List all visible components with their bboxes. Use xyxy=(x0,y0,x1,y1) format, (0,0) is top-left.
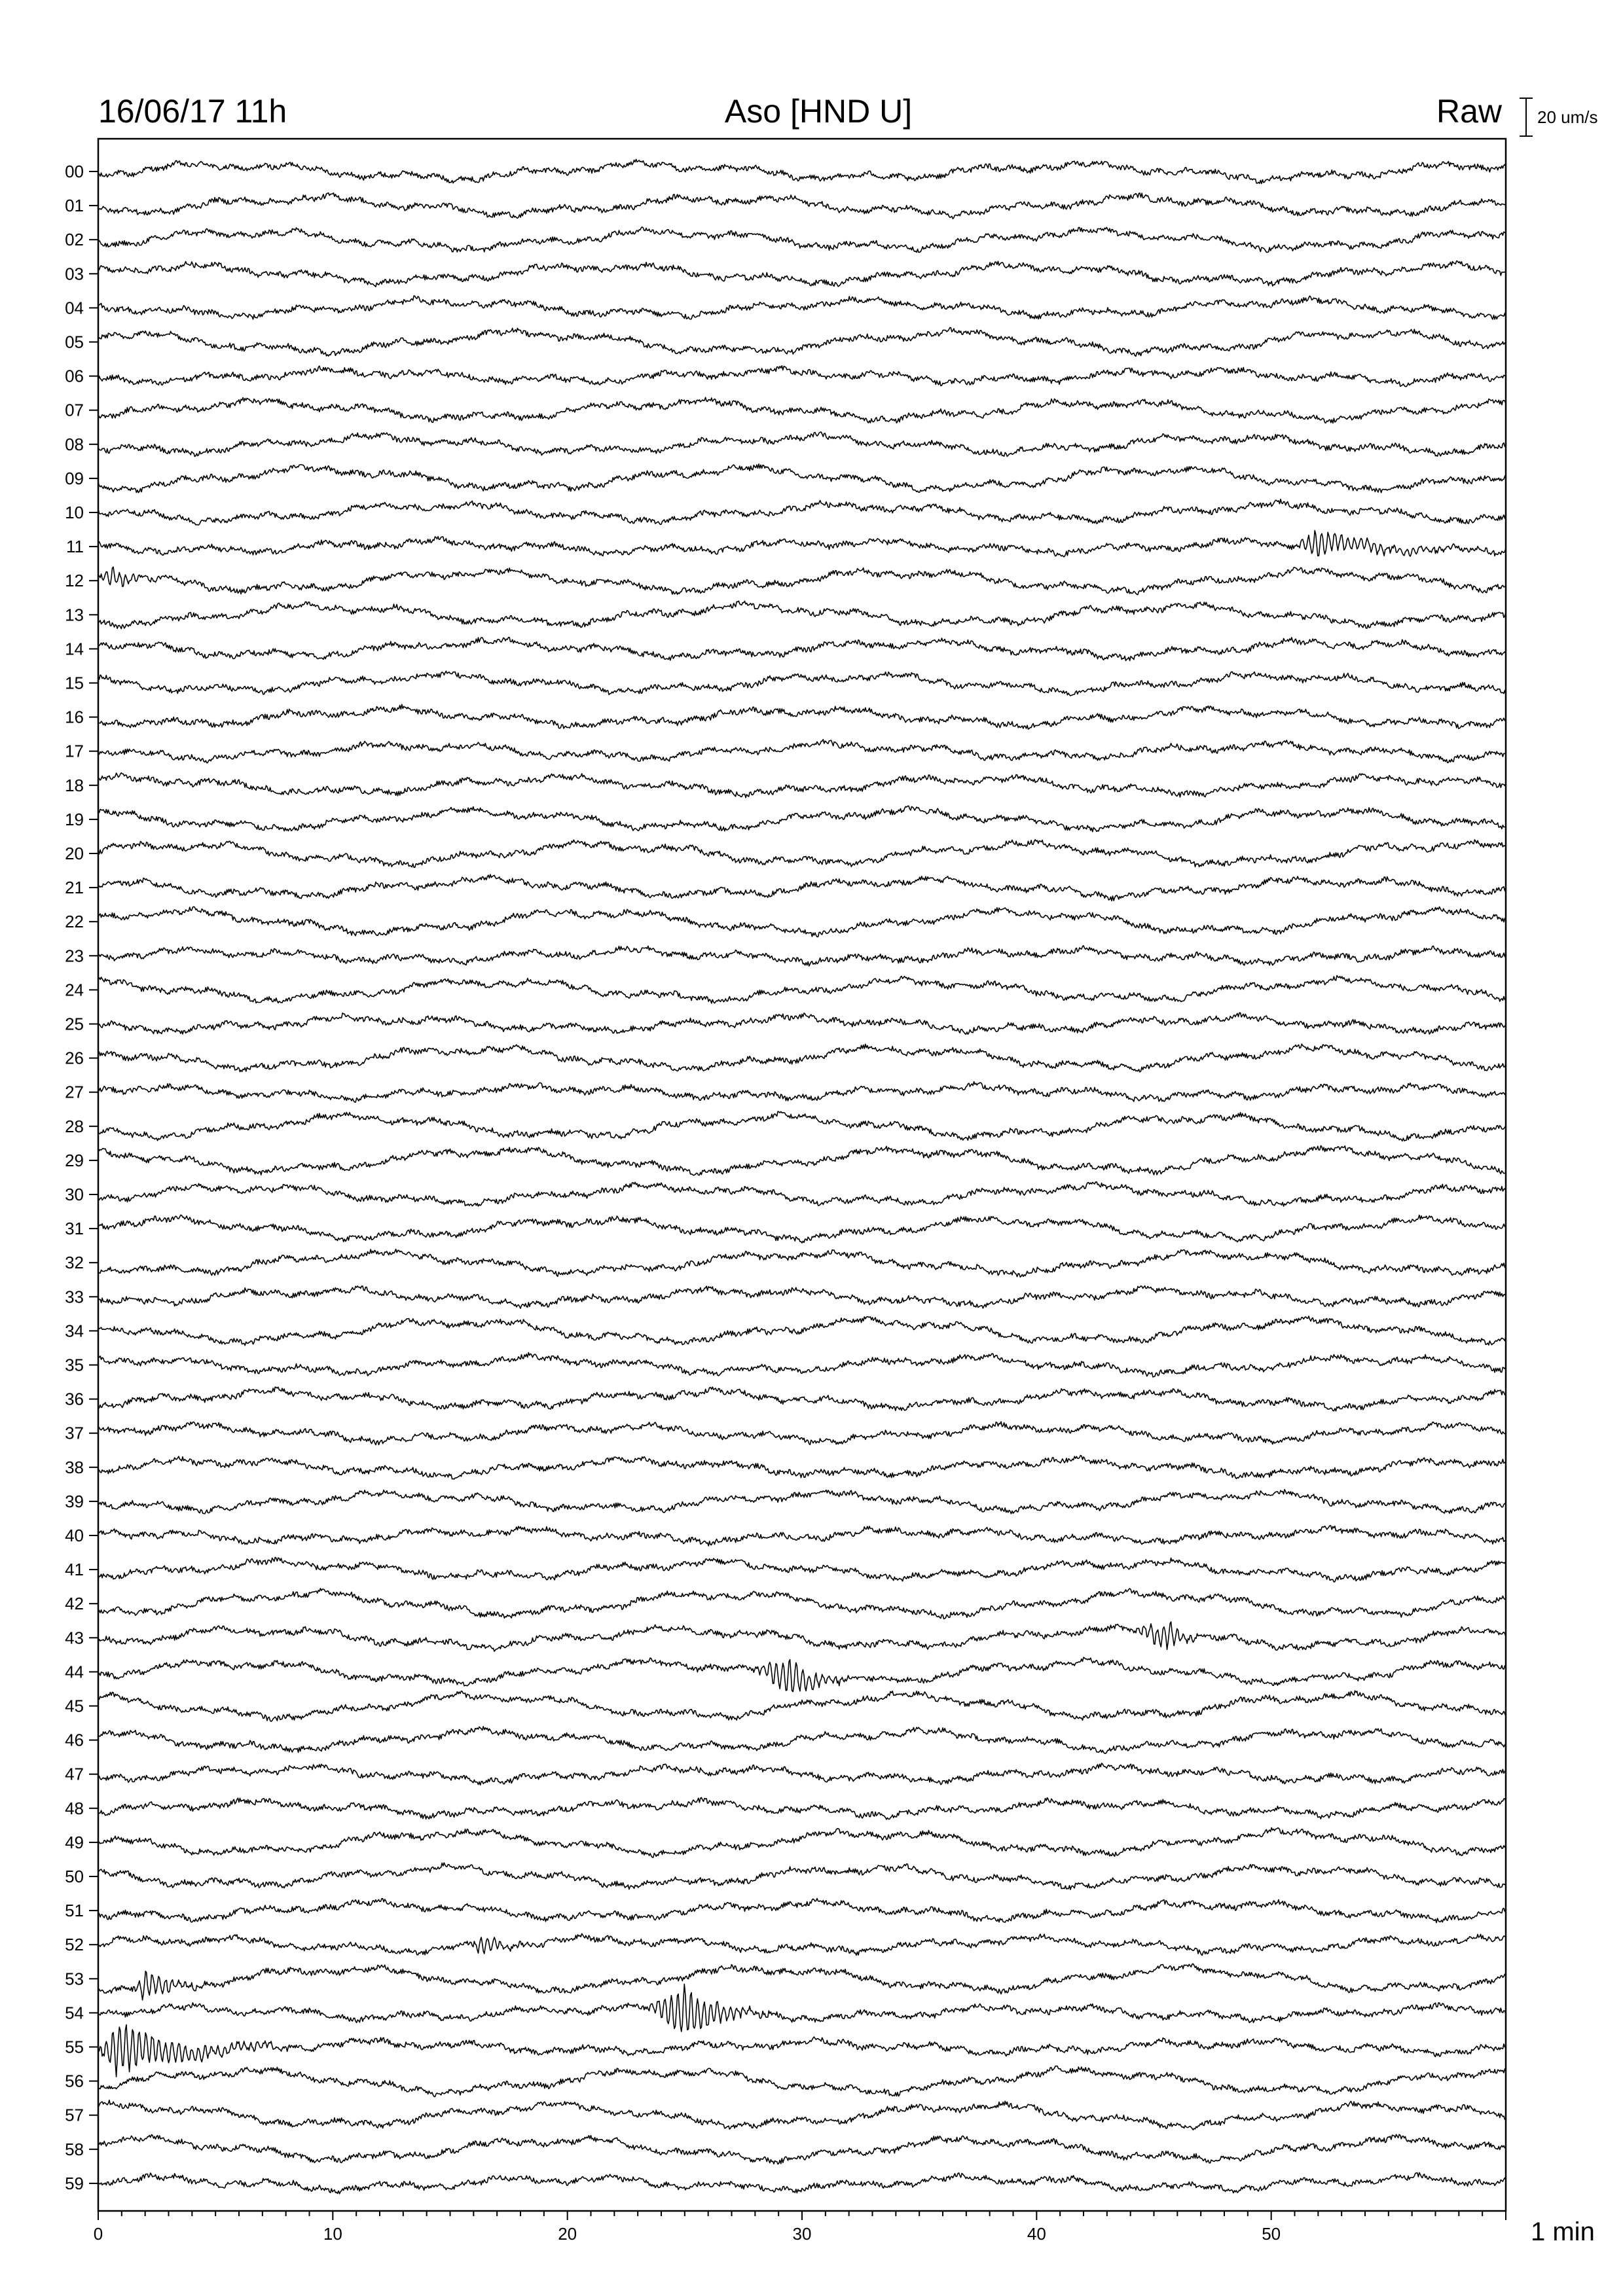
trace-line xyxy=(98,1588,1506,1619)
trace-line xyxy=(98,704,1506,729)
row-label: 50 xyxy=(65,1867,84,1886)
plot-frame xyxy=(98,139,1506,2211)
row-label: 46 xyxy=(65,1730,84,1750)
row-label: 02 xyxy=(65,230,84,250)
trace-line xyxy=(98,1422,1506,1445)
row-label: 27 xyxy=(65,1082,84,1102)
row-label: 13 xyxy=(65,605,84,625)
trace-line xyxy=(98,1933,1506,1955)
row-label: 05 xyxy=(65,332,84,352)
trace-line xyxy=(98,1182,1506,1206)
trace-line xyxy=(98,1984,1506,2032)
trace-line xyxy=(98,671,1506,696)
trace-line xyxy=(98,976,1506,1003)
row-label: 44 xyxy=(65,1662,84,1682)
trace-line xyxy=(98,1727,1506,1753)
trace-line xyxy=(98,1526,1506,1546)
x-tick-label: 0 xyxy=(93,2224,103,2244)
x-tick-label: 30 xyxy=(792,2224,812,2244)
trace-line xyxy=(98,397,1506,423)
trace-line xyxy=(98,1490,1506,1514)
row-label: 57 xyxy=(65,2105,84,2125)
row-label: 29 xyxy=(65,1150,84,1170)
trace-line xyxy=(98,874,1506,901)
row-label: 48 xyxy=(65,1798,84,1818)
trace-line xyxy=(98,531,1506,557)
row-label: 32 xyxy=(65,1253,84,1273)
scale-bar xyxy=(1520,98,1533,136)
scale-bar-label: 20 um/s xyxy=(1537,107,1598,127)
trace-line xyxy=(98,261,1506,287)
row-label: 16 xyxy=(65,707,84,727)
row-label: 01 xyxy=(65,196,84,216)
row-label: 33 xyxy=(65,1287,84,1307)
row-label: 34 xyxy=(65,1321,84,1341)
header-date: 16/06/17 11h xyxy=(98,93,287,130)
row-label: 36 xyxy=(65,1389,84,1409)
row-label: 47 xyxy=(65,1764,84,1784)
row-label: 15 xyxy=(65,673,84,693)
row-label: 23 xyxy=(65,946,84,966)
x-tick-label: 50 xyxy=(1262,2224,1281,2244)
trace-line xyxy=(98,1456,1506,1479)
row-label: 18 xyxy=(65,775,84,795)
row-label: 26 xyxy=(65,1048,84,1068)
trace-line xyxy=(98,1145,1506,1175)
trace-line xyxy=(98,601,1506,628)
trace-line xyxy=(98,806,1506,832)
trace-line xyxy=(98,1828,1506,1858)
row-label: 03 xyxy=(65,264,84,284)
row-label: 17 xyxy=(65,741,84,761)
row-label: 19 xyxy=(65,809,84,829)
trace-line xyxy=(98,906,1506,937)
x-axis-unit-label: 1 min xyxy=(1531,2217,1595,2246)
trace-line xyxy=(98,1622,1506,1651)
trace-line xyxy=(98,567,1506,594)
row-label: 04 xyxy=(65,298,84,318)
row-label: 00 xyxy=(65,162,84,181)
trace-line xyxy=(98,366,1506,387)
trace-line xyxy=(98,159,1506,183)
trace-line xyxy=(98,1044,1506,1072)
row-label: 24 xyxy=(65,980,84,1000)
row-label: 28 xyxy=(65,1116,84,1136)
trace-line xyxy=(98,1249,1506,1278)
trace-line xyxy=(98,499,1506,525)
trace-line xyxy=(98,773,1506,798)
trace-line xyxy=(98,840,1506,867)
row-label: 14 xyxy=(65,639,84,659)
trace-line xyxy=(98,1964,1506,2000)
trace-line xyxy=(98,1657,1506,1691)
trace-line xyxy=(98,464,1506,493)
trace-line xyxy=(98,1899,1506,1923)
row-label: 25 xyxy=(65,1014,84,1034)
trace-line xyxy=(98,1763,1506,1785)
trace-line xyxy=(98,2134,1506,2164)
row-label: 40 xyxy=(65,1526,84,1545)
row-label: 31 xyxy=(65,1219,84,1239)
trace-line xyxy=(98,637,1506,661)
row-label: 35 xyxy=(65,1355,84,1375)
row-label: 09 xyxy=(65,468,84,488)
trace-line xyxy=(98,1013,1506,1034)
trace-line xyxy=(98,1215,1506,1243)
x-tick-label: 20 xyxy=(558,2224,577,2244)
row-label: 52 xyxy=(65,1935,84,1955)
row-label: 49 xyxy=(65,1832,84,1852)
station-title: Aso [HND U] xyxy=(724,93,913,130)
row-label: 43 xyxy=(65,1628,84,1648)
header-mode: Raw xyxy=(1436,93,1502,130)
row-label: 51 xyxy=(65,1901,84,1921)
trace-line xyxy=(98,328,1506,357)
trace-line xyxy=(98,1691,1506,1721)
trace-line xyxy=(98,296,1506,319)
trace-line xyxy=(98,946,1506,966)
row-label: 21 xyxy=(65,878,84,898)
x-tick-label: 40 xyxy=(1027,2224,1046,2244)
trace-line xyxy=(98,432,1506,456)
trace-line xyxy=(98,193,1506,219)
trace-line xyxy=(98,1863,1506,1890)
trace-line xyxy=(98,2066,1506,2097)
trace-line xyxy=(98,1111,1506,1141)
row-label: 55 xyxy=(65,2037,84,2057)
row-label: 20 xyxy=(65,844,84,863)
x-tick-label: 10 xyxy=(323,2224,342,2244)
row-label: 06 xyxy=(65,366,84,386)
trace-line xyxy=(98,1082,1506,1102)
row-label: 42 xyxy=(65,1594,84,1614)
row-label: 07 xyxy=(65,400,84,420)
trace-line xyxy=(98,2100,1506,2130)
trace-line xyxy=(98,1387,1506,1411)
trace-line xyxy=(98,2025,1506,2077)
row-label: 12 xyxy=(65,571,84,591)
row-label: 37 xyxy=(65,1423,84,1443)
row-label: 59 xyxy=(65,2173,84,2193)
trace-line xyxy=(98,1798,1506,1820)
row-label: 11 xyxy=(66,537,84,557)
row-label: 10 xyxy=(65,503,84,522)
trace-line xyxy=(98,1353,1506,1377)
trace-line xyxy=(98,1286,1506,1308)
row-label: 30 xyxy=(65,1185,84,1204)
trace-line xyxy=(98,1316,1506,1346)
trace-line xyxy=(98,1557,1506,1582)
row-label: 56 xyxy=(65,2071,84,2091)
trace-line xyxy=(98,740,1506,763)
row-label: 45 xyxy=(65,1696,84,1716)
row-label: 39 xyxy=(65,1491,84,1511)
trace-line xyxy=(98,227,1506,253)
trace-line xyxy=(98,2173,1506,2194)
row-label: 53 xyxy=(65,1969,84,1989)
row-label: 58 xyxy=(65,2139,84,2159)
row-label: 41 xyxy=(65,1560,84,1580)
row-label: 54 xyxy=(65,2003,84,2023)
row-label: 22 xyxy=(65,912,84,932)
row-label: 08 xyxy=(65,434,84,454)
row-label: 38 xyxy=(65,1457,84,1477)
